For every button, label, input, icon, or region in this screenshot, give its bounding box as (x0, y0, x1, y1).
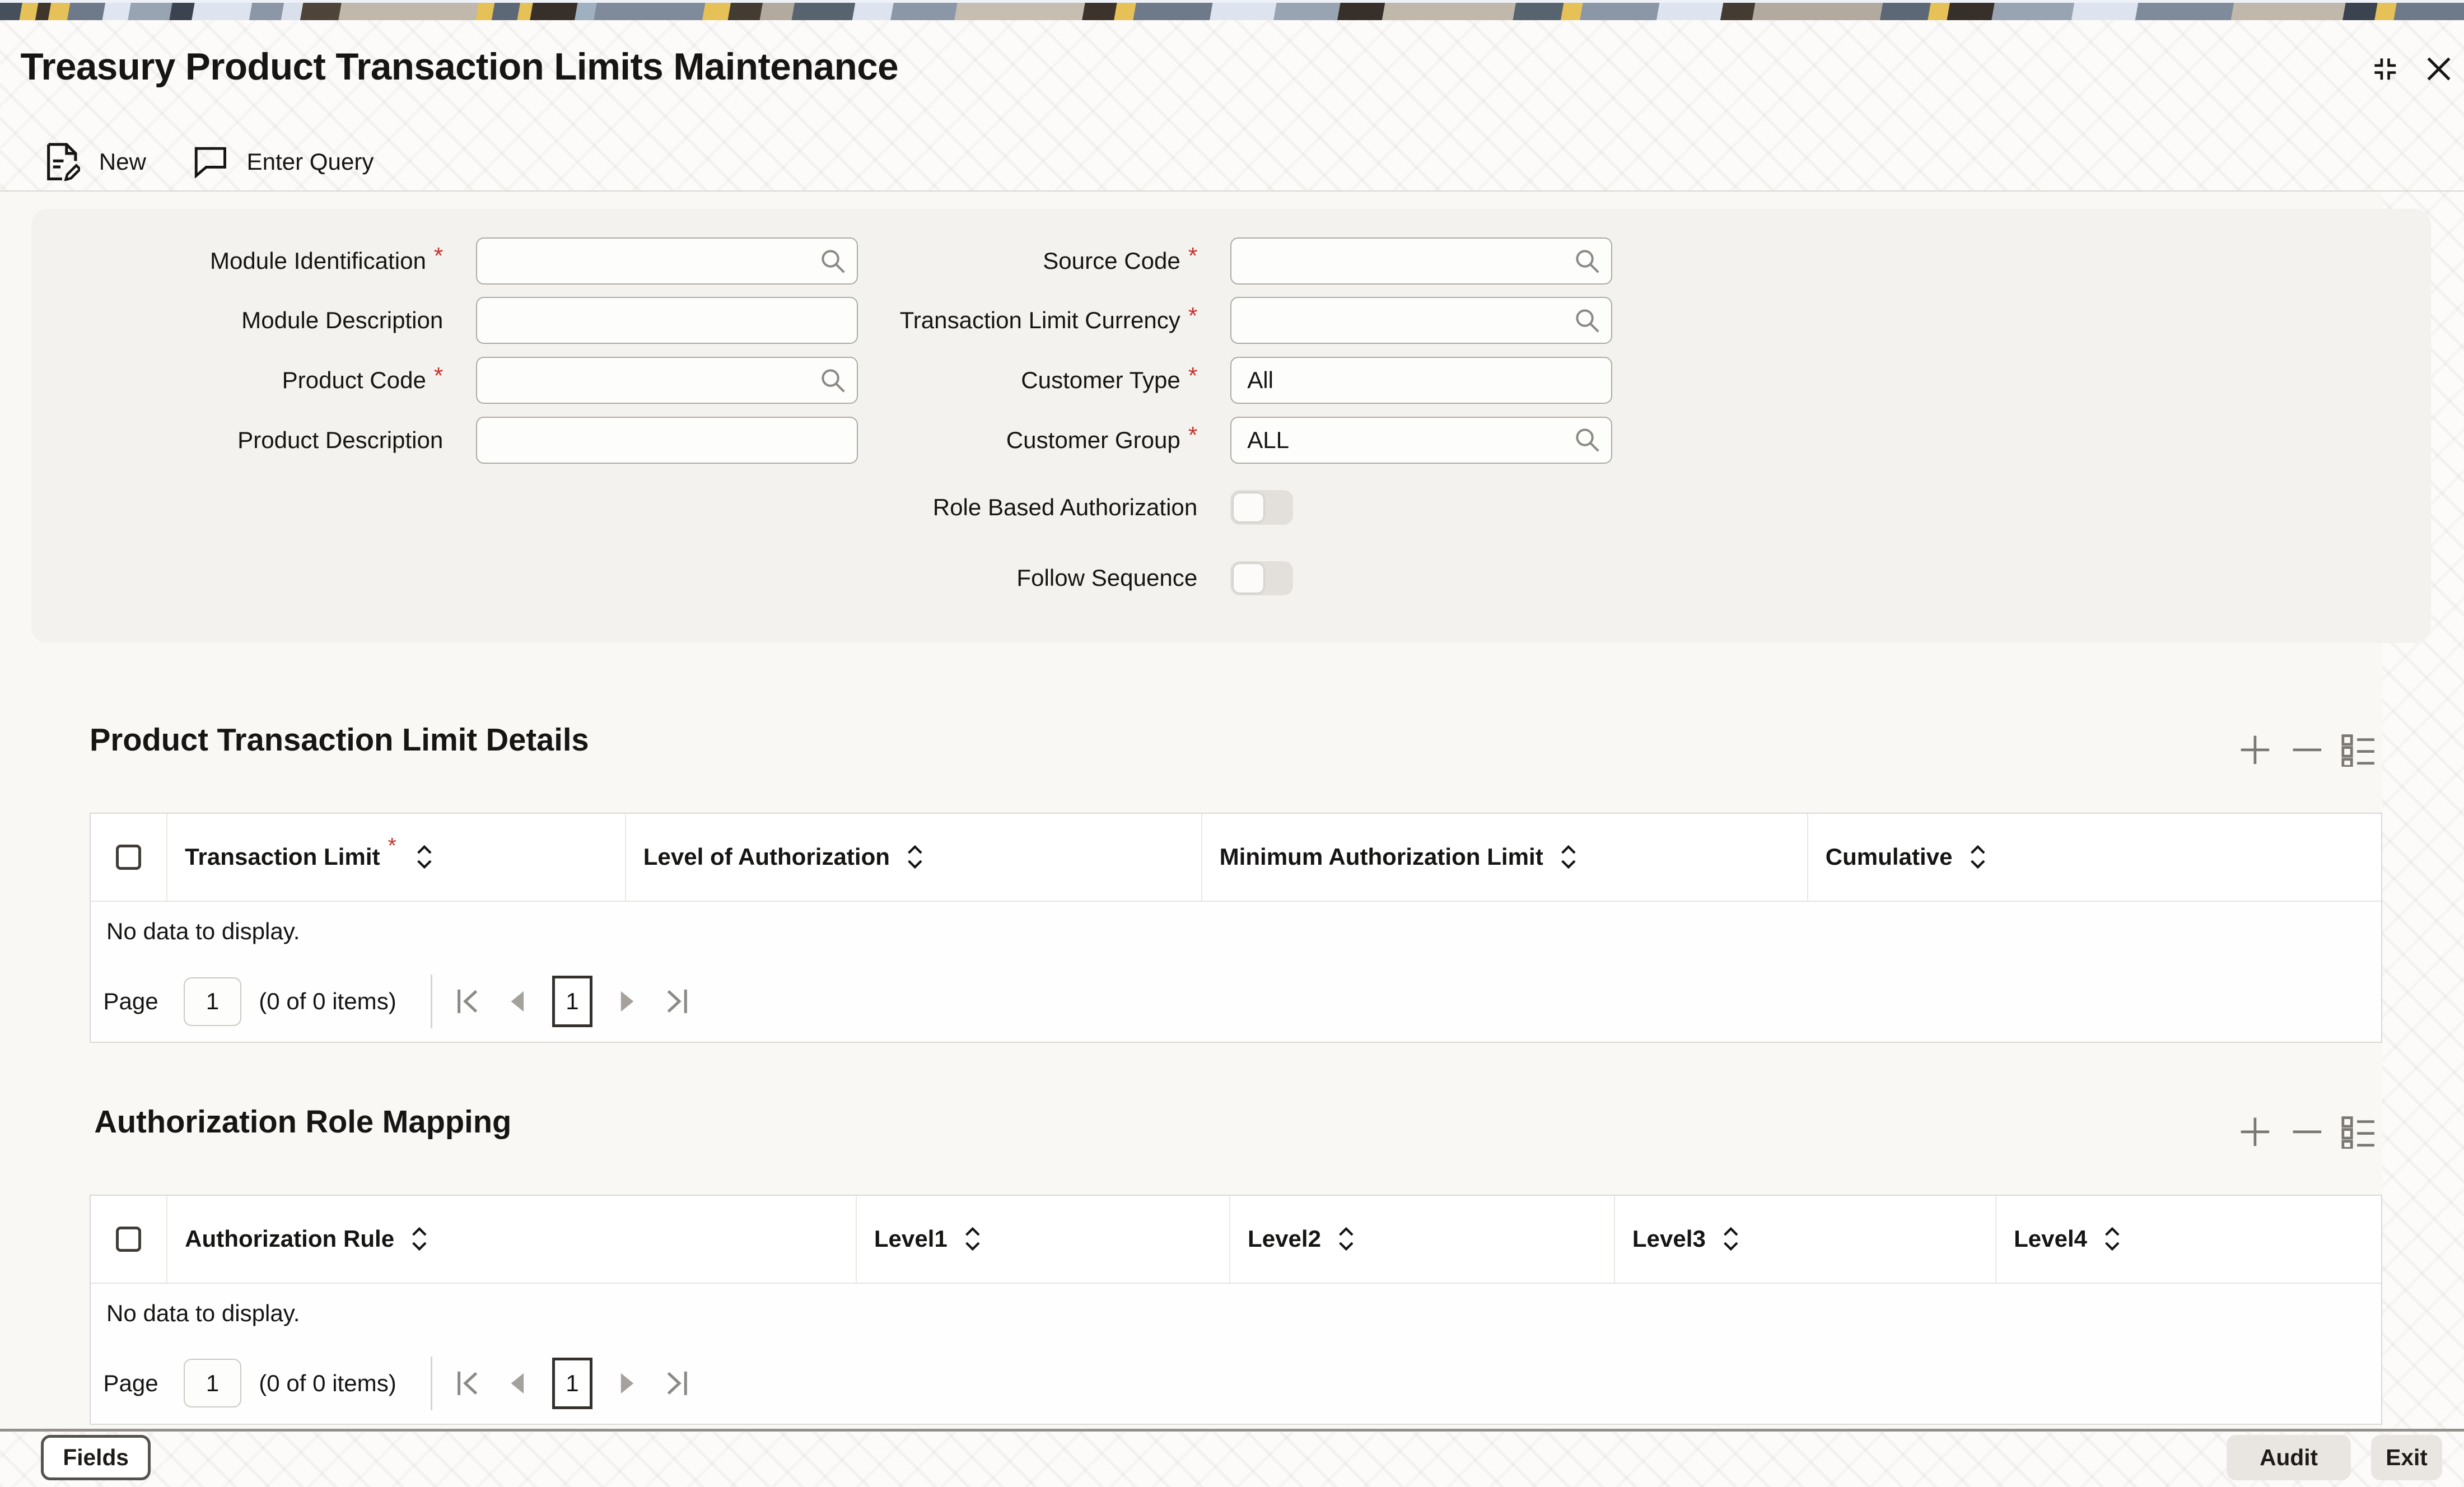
items-count-text: (0 of 0 items) (259, 988, 396, 1015)
table-pagination (91, 962, 2381, 1042)
header-cell-cumulative: Cumulative (1808, 814, 2381, 901)
required-marker: * (1188, 243, 1198, 269)
pagination-nav (456, 976, 688, 1028)
header-cell-minimum-authorization-limit: Minimum Authorization Limit (1202, 814, 1808, 901)
sort-icon[interactable] (1968, 845, 1987, 869)
page-label: Page (103, 1369, 158, 1396)
toolbar (0, 135, 2464, 188)
last-page-icon[interactable] (664, 988, 689, 1015)
close-icon[interactable] (2423, 53, 2454, 85)
role-based-authorization-label: Role Based Authorization (932, 494, 1198, 521)
required-marker: * (388, 833, 396, 859)
search-icon[interactable] (1573, 426, 1602, 454)
next-page-icon[interactable] (619, 1372, 637, 1395)
single-view-checklist-icon[interactable] (2341, 733, 2376, 767)
sort-icon[interactable] (1559, 845, 1578, 869)
sort-icon[interactable] (1721, 1227, 1740, 1251)
field-row (550, 237, 1612, 285)
current-page-indicator: 1 (552, 976, 593, 1028)
search-icon[interactable] (1573, 306, 1602, 335)
field-row (550, 297, 1612, 344)
page-number-input[interactable] (184, 977, 242, 1026)
header-cell-level2: Level2 (1230, 1196, 1615, 1283)
remove-row-icon[interactable] (2290, 1115, 2325, 1149)
enter-query-button-label: Enter Query (246, 148, 374, 175)
field-row (550, 417, 1612, 464)
header-cell-level3: Level3 (1615, 1196, 1996, 1283)
page-number-input[interactable] (184, 1359, 242, 1407)
customer-group-label: Customer Group * (1006, 422, 1198, 453)
fields-button[interactable]: Fields (41, 1435, 151, 1480)
previous-page-icon[interactable] (508, 1372, 525, 1395)
sort-icon[interactable] (963, 1227, 982, 1251)
first-page-icon[interactable] (456, 988, 481, 1015)
follow-sequence-label: Follow Sequence (1016, 565, 1198, 591)
header-cell-select-all (91, 814, 167, 901)
pagination-divider (431, 1357, 432, 1410)
required-marker: * (433, 362, 444, 389)
pagination-nav (456, 1358, 688, 1410)
field-row (550, 357, 1612, 404)
customer-type-label: Customer Type * (1021, 362, 1198, 393)
module-description-label: Module Description (241, 307, 444, 334)
single-view-checklist-icon[interactable] (2341, 1115, 2376, 1149)
empty-table-message: No data to display. (106, 918, 300, 945)
sort-icon[interactable] (2103, 1227, 2122, 1251)
section2-grid-actions (2238, 1115, 2376, 1149)
table-header-row (91, 814, 2381, 902)
new-button[interactable] (47, 135, 146, 188)
sort-icon[interactable] (410, 1227, 429, 1251)
field-row (550, 554, 1612, 602)
decorative-top-band (0, 0, 2464, 20)
follow-sequence-toggle[interactable] (1230, 561, 1293, 596)
role-based-authorization-toggle[interactable] (1230, 490, 1293, 525)
enter-query-icon (193, 146, 228, 179)
source-code-input[interactable] (1230, 237, 1612, 285)
header-form-panel (31, 209, 2431, 642)
restore-window-icon[interactable] (2370, 53, 2401, 85)
add-row-icon[interactable] (2238, 1115, 2272, 1149)
sort-icon[interactable] (1337, 1227, 1356, 1251)
next-page-icon[interactable] (619, 990, 637, 1013)
pagination-divider (431, 975, 432, 1028)
search-icon[interactable] (1573, 247, 1602, 276)
product-description-label: Product Description (237, 426, 444, 453)
required-marker: * (1188, 302, 1198, 329)
table-pagination (91, 1343, 2381, 1423)
sort-icon[interactable] (906, 845, 925, 869)
window-controls (2370, 53, 2455, 85)
customer-group-input[interactable] (1230, 417, 1612, 464)
section-title-product-transaction-limit-details: Product Transaction Limit Details (89, 722, 589, 757)
page-label: Page (103, 988, 158, 1015)
form-column-right (550, 237, 1612, 602)
audit-button[interactable]: Audit (2227, 1435, 2351, 1480)
current-page-indicator: 1 (552, 1358, 593, 1410)
enter-query-button[interactable] (193, 135, 374, 188)
transaction-limit-currency-input[interactable] (1230, 297, 1612, 344)
add-row-icon[interactable] (2238, 733, 2272, 767)
footer-divider (0, 1429, 2464, 1432)
page-title: Treasury Product Transaction Limits Maintenance (20, 46, 898, 88)
previous-page-icon[interactable] (508, 990, 525, 1013)
sort-icon[interactable] (415, 845, 434, 869)
product-transaction-limit-details-table (90, 813, 2382, 1043)
select-all-checkbox[interactable] (116, 1227, 141, 1252)
select-all-checkbox[interactable] (116, 845, 141, 870)
required-marker: * (1188, 362, 1198, 389)
header-cell-level1: Level1 (857, 1196, 1230, 1283)
new-button-label: New (99, 148, 146, 175)
required-marker: * (433, 243, 444, 269)
section1-grid-actions (2238, 733, 2376, 767)
empty-table-message: No data to display. (106, 1300, 300, 1327)
items-count-text: (0 of 0 items) (259, 1369, 396, 1396)
product-code-label: Product Code * (282, 362, 444, 393)
header-cell-authorization-rule: Authorization Rule (167, 1196, 857, 1283)
authorization-role-mapping-table (90, 1195, 2382, 1425)
section-title-authorization-role-mapping: Authorization Role Mapping (94, 1103, 512, 1139)
toggle-knob (1234, 493, 1263, 522)
last-page-icon[interactable] (664, 1370, 689, 1397)
exit-button[interactable]: Exit (2371, 1435, 2442, 1480)
source-code-label: Source Code * (1043, 243, 1198, 274)
first-page-icon[interactable] (456, 1370, 481, 1397)
table-header-row (91, 1196, 2381, 1284)
customer-type-input[interactable] (1230, 357, 1612, 404)
new-record-icon (47, 143, 80, 180)
header-cell-select-all (91, 1196, 167, 1283)
toggle-knob (1234, 564, 1263, 593)
field-row (550, 484, 1612, 531)
header-cell-level4: Level4 (1996, 1196, 2381, 1283)
header-cell-level-of-authorization: Level of Authorization (626, 814, 1202, 901)
required-marker: * (1188, 422, 1198, 449)
module-identification-label: Module Identification * (209, 243, 444, 274)
header-cell-transaction-limit: Transaction Limit * (167, 814, 626, 901)
transaction-limit-currency-label: Transaction Limit Currency * (899, 302, 1198, 334)
remove-row-icon[interactable] (2290, 733, 2325, 767)
